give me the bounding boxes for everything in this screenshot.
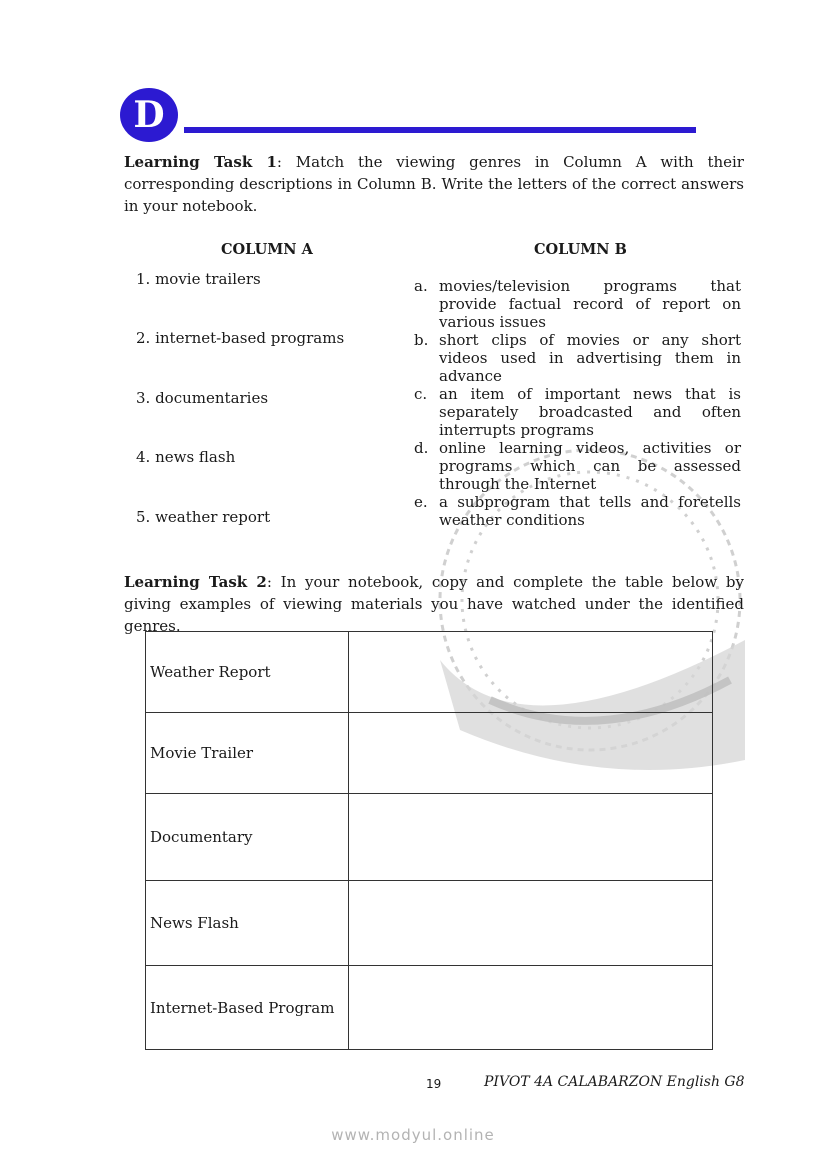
item-text: short clips of movies or any short videos used in advertising them in advance <box>439 331 741 385</box>
task1-instructions <box>124 151 744 217</box>
table-row <box>146 966 713 1050</box>
page-number: 19 <box>426 1077 442 1091</box>
column-b-heading: COLUMN B <box>534 241 627 258</box>
table-row <box>146 632 713 713</box>
answer-cell[interactable] <box>349 794 713 881</box>
item-letter: a. <box>414 277 428 295</box>
genre-label: Weather Report <box>146 632 349 713</box>
answer-cell[interactable] <box>349 713 713 794</box>
item-text: an item of important news that is separately broadcasted and often interrupts programs <box>439 385 741 439</box>
genre-label: Movie Trailer <box>146 713 349 794</box>
table-row <box>146 794 713 881</box>
column-a-item: 4. news flash <box>136 448 236 466</box>
column-a-item: 3. documentaries <box>136 389 269 407</box>
table-row <box>146 713 713 794</box>
item-text: online learning videos, activities or programs which can be assessed through the Internet <box>439 439 741 493</box>
answer-cell[interactable] <box>349 966 713 1050</box>
column-b-list <box>414 277 741 529</box>
genre-label: Documentary <box>146 794 349 881</box>
task1-text: : Match the viewing genres in Column A with their corresponding descriptions in Column B. Write the letters of the correct answers in your notebook. <box>124 153 744 215</box>
genre-label: Internet-Based Program <box>146 966 349 1050</box>
column-a-item: 2. internet-based programs <box>136 329 345 347</box>
item-letter: b. <box>414 331 429 349</box>
item-text: a subprogram that tells and foretells weather conditions <box>439 493 741 529</box>
column-b-item <box>414 331 741 385</box>
genre-table <box>145 631 713 1050</box>
footer-title: PIVOT 4A CALABARZON English G8 <box>484 1074 745 1090</box>
column-a-heading: COLUMN A <box>221 241 313 258</box>
column-b-item <box>414 385 741 439</box>
task1-label: Learning Task 1 <box>124 153 277 171</box>
table-row <box>146 881 713 966</box>
answer-cell[interactable] <box>349 632 713 713</box>
item-letter: d. <box>414 439 429 457</box>
site-watermark: www.modyul.online <box>331 1126 495 1144</box>
item-letter: c. <box>414 385 428 403</box>
column-a-item: 5. weather report <box>136 508 271 526</box>
section-divider <box>184 127 696 133</box>
column-b-item <box>414 439 741 493</box>
task2-text: : In your notebook, copy and complete the table below by giving examples of viewing materials you have watched under the identified genres. <box>124 573 744 635</box>
column-a-item: 1. movie trailers <box>136 270 261 288</box>
column-b-item <box>414 277 741 331</box>
genre-label: News Flash <box>146 881 349 966</box>
task2-label: Learning Task 2 <box>124 573 267 591</box>
item-letter: e. <box>414 493 428 511</box>
task2-instructions <box>124 571 744 637</box>
section-letter-badge: D <box>120 88 178 142</box>
item-text: movies/television programs that provide factual record of report on various issues <box>439 277 741 331</box>
answer-cell[interactable] <box>349 881 713 966</box>
column-b-item <box>414 493 741 529</box>
